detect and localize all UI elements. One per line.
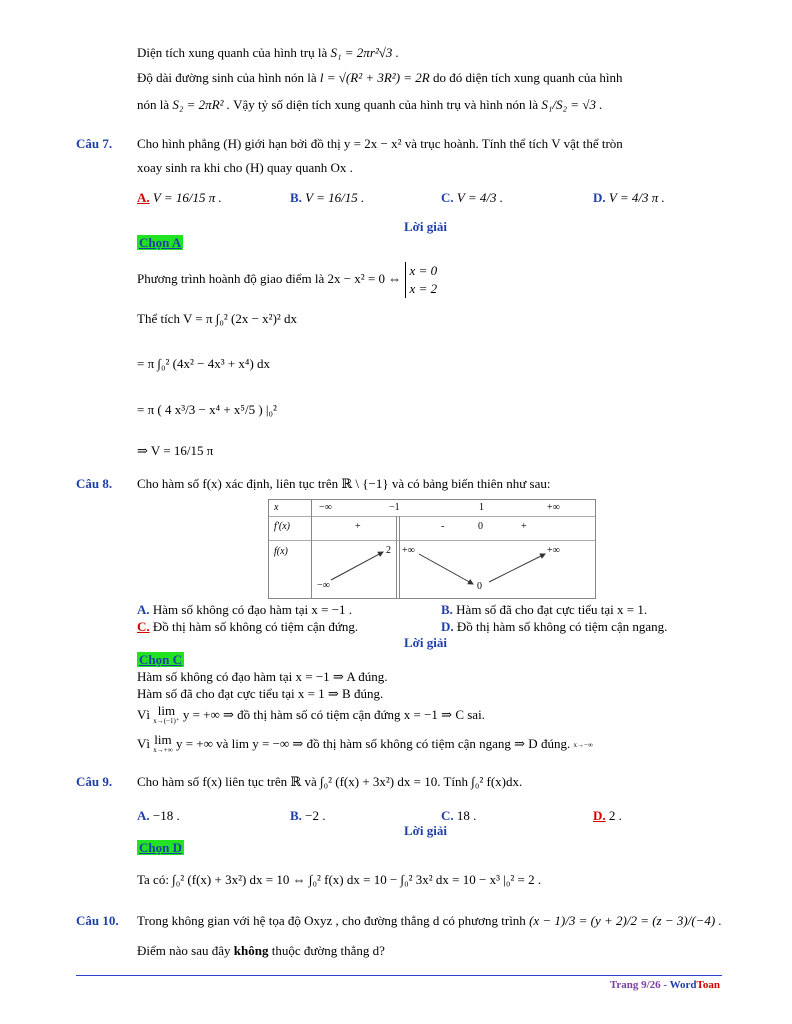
question-7-solution-5: ⇒ V = 16/15 π xyxy=(137,443,214,458)
table-x-value: +∞ xyxy=(547,502,560,513)
question-7-solution-3: = π ∫₀² (4x² − 4x³ + x⁴) dx xyxy=(137,356,271,371)
table-f-value: 2 xyxy=(386,545,391,556)
table-fprime-zero: 0 xyxy=(478,521,483,532)
question-8-option-d[interactable]: D. Đồ thị hàm số không có tiệm cận ngang. xyxy=(441,619,668,634)
question-8-solution-2: Hàm số đã cho đạt cực tiểu tại x = 1 ⇒ B đúng. xyxy=(137,686,384,701)
question-10-text-1: Trong không gian với hệ tọa độ Oxyz , cho đường thẳng d có phương trình (x − 1)/3 = (y + 2)/2 = (z − 3)/(−4) . xyxy=(137,913,722,928)
question-7-text-2: xoay sinh ra khi cho (H) quay quanh Ox . xyxy=(137,160,353,175)
intro-line-1: Diện tích xung quanh của hình trụ là S₁ = 2πr²√3 . xyxy=(137,45,399,60)
cases-bracket: x = 0 x = 2 xyxy=(405,262,438,298)
question-8-solution-title: Lời giải xyxy=(404,635,447,650)
table-fprime-sign: + xyxy=(355,521,361,532)
question-7-solution-2: Thể tích V = π ∫₀² (2x − x²)² dx xyxy=(137,311,298,326)
question-9-text: Cho hàm số f(x) liên tục trên ℝ và ∫₀² (f(x) + 3x²) dx = 10. Tính ∫₀² f(x)dx. xyxy=(137,774,523,789)
table-x-value: −∞ xyxy=(319,502,332,513)
table-fprime-label: f'(x) xyxy=(274,521,291,532)
page-number: Trang 9/26 - xyxy=(609,979,668,991)
brand-word: Word xyxy=(669,979,697,991)
question-10-number: Câu 10. xyxy=(76,913,119,928)
question-7-option-b[interactable]: B. V = 16/15 . xyxy=(290,190,365,205)
intro-line-3: nón là S₂ = 2πR² . Vậy tỷ số diện tích xung quanh của hình trụ và hình nón là S₁/S₂ = √3 . xyxy=(137,97,603,112)
table-f-value: −∞ xyxy=(317,580,330,591)
table-fprime-sign: - xyxy=(441,521,445,532)
question-8-text: Cho hàm số f(x) xác định, liên tục trên ℝ \ {−1} và có bảng biến thiên như sau: xyxy=(137,476,551,491)
question-8-option-c[interactable]: C. Đồ thị hàm số không có tiệm cận đứng. xyxy=(137,619,359,634)
page-footer xyxy=(610,979,720,991)
question-7-solution-title: Lời giải xyxy=(404,219,447,234)
table-x-label: x xyxy=(274,502,279,513)
question-7-option-d[interactable]: D. V = 4/3 π . xyxy=(593,190,665,205)
table-f-label: f(x) xyxy=(274,546,288,557)
table-f-value: 0 xyxy=(477,581,482,592)
table-f-value: +∞ xyxy=(402,545,415,556)
question-8-solution-3: Vì lim x→(−1)⁺ y = +∞ ⇒ đồ thị hàm số có tiệm cận đứng x = −1 ⇒ C sai. xyxy=(137,703,485,725)
brand-toan: Toan xyxy=(696,979,720,991)
question-7-text-1: Cho hình phẳng (H) giới hạn bởi đồ thị y = 2x − x² và trục hoành. Tính thể tích V vật thể tròn xyxy=(137,136,623,151)
question-9-solution-title: Lời giải xyxy=(404,823,447,838)
question-7-chosen-answer: Chọn A xyxy=(139,235,182,250)
table-arrows xyxy=(269,500,595,598)
question-9-option-a[interactable]: A. −18 . xyxy=(137,808,180,823)
question-8-solution-1: Hàm số không có đạo hàm tại x = −1 ⇒ A đúng. xyxy=(137,669,388,684)
table-x-value: 1 xyxy=(479,502,484,513)
question-8-option-a[interactable]: A. Hàm số không có đạo hàm tại x = −1 . xyxy=(137,602,353,617)
question-8-solution-4: Vì lim x→+∞ y = +∞ và lim y = −∞ ⇒ đồ thị hàm số không có tiệm cận ngang ⇒ D đúng. x→−∞ xyxy=(137,732,593,754)
arrow-increase-2 xyxy=(489,554,545,582)
table-fprime-sign: + xyxy=(521,521,527,532)
question-9-solution-1: Ta có: ∫₀² (f(x) + 3x²) dx = 10 ⇔ ∫₀² f(x) dx = 10 − ∫₀² 3x² dx = 10 − x³ |₀² = 2 . xyxy=(137,872,542,887)
table-f-value: +∞ xyxy=(547,545,560,556)
question-7-solution-4: = π ( 4 x³/3 − x⁴ + x⁵/5 ) |₀² xyxy=(137,402,277,417)
footer-divider xyxy=(76,975,722,976)
question-7-option-c[interactable]: C. V = 4/3 . xyxy=(441,190,503,205)
arrow-increase-1 xyxy=(331,552,383,580)
question-8-option-b[interactable]: B. Hàm số đã cho đạt cực tiểu tại x = 1. xyxy=(441,602,648,617)
arrow-decrease xyxy=(419,554,473,584)
question-8-number: Câu 8. xyxy=(76,476,113,491)
question-10-text-2: Điểm nào sau đây không thuộc đường thẳng d? xyxy=(137,943,385,958)
question-7-number: Câu 7. xyxy=(76,136,113,151)
question-9-number: Câu 9. xyxy=(76,774,113,789)
question-9-option-d[interactable]: D. 2 . xyxy=(593,808,622,823)
question-9-chosen-answer: Chọn D xyxy=(139,840,182,855)
question-7-option-a[interactable]: A. V = 16/15 π . xyxy=(137,190,222,205)
question-7-solution-1: Phương trình hoành độ giao điểm là 2x − x² = 0 ⇔ x = 0 x = 2 xyxy=(137,263,438,296)
question-9-option-b[interactable]: B. −2 . xyxy=(290,808,326,823)
table-x-value: −1 xyxy=(389,502,400,513)
question-8-chosen-answer: Chọn C xyxy=(139,652,182,667)
variation-table xyxy=(268,499,596,599)
intro-line-2: Độ dài đường sinh của hình nón là l = √(R² + 3R²) = 2R do đó diện tích xung quanh của hình xyxy=(137,70,623,85)
question-9-option-c[interactable]: C. 18 . xyxy=(441,808,477,823)
